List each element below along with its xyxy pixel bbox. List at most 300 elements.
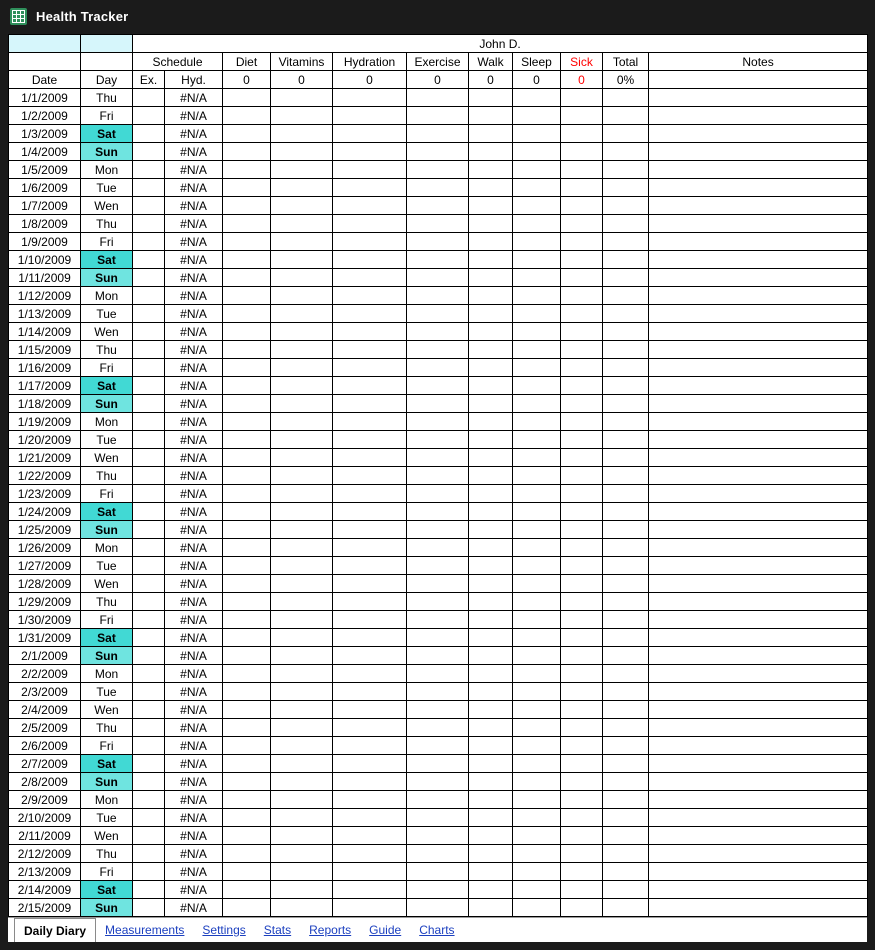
cell-schedule-hyd[interactable]: #N/A: [165, 755, 223, 773]
cell-exercise[interactable]: [407, 287, 469, 305]
cell-day[interactable]: Wen: [81, 323, 133, 341]
cell-day[interactable]: Sat: [81, 629, 133, 647]
cell-diet[interactable]: [223, 341, 271, 359]
cell-notes[interactable]: [649, 395, 868, 413]
cell-hydration[interactable]: [333, 341, 407, 359]
cell-sick[interactable]: [561, 161, 603, 179]
cell-notes[interactable]: [649, 683, 868, 701]
cell-exercise[interactable]: [407, 89, 469, 107]
cell-date[interactable]: 1/18/2009: [9, 395, 81, 413]
cell-vitamins[interactable]: [271, 359, 333, 377]
cell-schedule-hyd[interactable]: #N/A: [165, 269, 223, 287]
cell-date[interactable]: 1/20/2009: [9, 431, 81, 449]
cell-sick[interactable]: [561, 341, 603, 359]
cell-hydration[interactable]: [333, 899, 407, 917]
cell-date[interactable]: 2/14/2009: [9, 881, 81, 899]
cell-vitamins[interactable]: [271, 773, 333, 791]
total-sleep[interactable]: 0: [513, 71, 561, 89]
cell-sleep[interactable]: [513, 449, 561, 467]
cell-diet[interactable]: [223, 377, 271, 395]
cell-date[interactable]: 2/6/2009: [9, 737, 81, 755]
cell-schedule-ex[interactable]: [133, 449, 165, 467]
cell-walk[interactable]: [469, 773, 513, 791]
cell-sick[interactable]: [561, 233, 603, 251]
cell-notes[interactable]: [649, 287, 868, 305]
cell-diet[interactable]: [223, 89, 271, 107]
table-row[interactable]: [9, 251, 868, 269]
cell-walk[interactable]: [469, 593, 513, 611]
cell-diet[interactable]: [223, 305, 271, 323]
cell-walk[interactable]: [469, 197, 513, 215]
cell-schedule-ex[interactable]: [133, 557, 165, 575]
cell-sick[interactable]: [561, 899, 603, 917]
cell-notes[interactable]: [649, 809, 868, 827]
cell-total[interactable]: [603, 233, 649, 251]
cell-day[interactable]: Tue: [81, 557, 133, 575]
table-row[interactable]: [9, 557, 868, 575]
cell-schedule-ex[interactable]: [133, 737, 165, 755]
cell-total[interactable]: [603, 413, 649, 431]
cell-sick[interactable]: [561, 485, 603, 503]
cell-date[interactable]: 2/5/2009: [9, 719, 81, 737]
cell-vitamins[interactable]: [271, 755, 333, 773]
cell-notes[interactable]: [649, 863, 868, 881]
cell-date[interactable]: 2/10/2009: [9, 809, 81, 827]
cell-diet[interactable]: [223, 233, 271, 251]
cell-vitamins[interactable]: [271, 737, 333, 755]
cell-total[interactable]: [603, 305, 649, 323]
header-blank-date[interactable]: [9, 53, 81, 71]
cell-date[interactable]: 2/4/2009: [9, 701, 81, 719]
cell-date[interactable]: 2/11/2009: [9, 827, 81, 845]
cell-walk[interactable]: [469, 449, 513, 467]
cell-diet[interactable]: [223, 323, 271, 341]
cell-walk[interactable]: [469, 395, 513, 413]
cell-sleep[interactable]: [513, 755, 561, 773]
cell-hydration[interactable]: [333, 215, 407, 233]
cell-hydration[interactable]: [333, 251, 407, 269]
cell-diet[interactable]: [223, 359, 271, 377]
cell-diet[interactable]: [223, 539, 271, 557]
cell-date[interactable]: 1/12/2009: [9, 287, 81, 305]
cell-schedule-hyd[interactable]: #N/A: [165, 809, 223, 827]
cell-vitamins[interactable]: [271, 197, 333, 215]
table-row[interactable]: [9, 89, 868, 107]
cell-total[interactable]: [603, 503, 649, 521]
cell-total[interactable]: [603, 629, 649, 647]
cell-sick[interactable]: [561, 557, 603, 575]
cell-date[interactable]: 1/28/2009: [9, 575, 81, 593]
cell-day[interactable]: Fri: [81, 485, 133, 503]
cell-walk[interactable]: [469, 755, 513, 773]
cell-total[interactable]: [603, 89, 649, 107]
cell-schedule-hyd[interactable]: #N/A: [165, 539, 223, 557]
header-diet[interactable]: Diet: [223, 53, 271, 71]
cell-exercise[interactable]: [407, 323, 469, 341]
cell-hydration[interactable]: [333, 737, 407, 755]
cell-sleep[interactable]: [513, 845, 561, 863]
cell-schedule-ex[interactable]: [133, 197, 165, 215]
table-row[interactable]: [9, 593, 868, 611]
cell-date[interactable]: 2/7/2009: [9, 755, 81, 773]
cell-notes[interactable]: [649, 251, 868, 269]
cell-schedule-ex[interactable]: [133, 359, 165, 377]
cell-schedule-hyd[interactable]: #N/A: [165, 665, 223, 683]
cell-day[interactable]: Fri: [81, 863, 133, 881]
table-row[interactable]: [9, 467, 868, 485]
header-walk[interactable]: Walk: [469, 53, 513, 71]
cell-day[interactable]: Tue: [81, 809, 133, 827]
cell-hydration[interactable]: [333, 557, 407, 575]
subheader-date[interactable]: Date: [9, 71, 81, 89]
cell-hydration[interactable]: [333, 575, 407, 593]
cell-vitamins[interactable]: [271, 881, 333, 899]
cell-diet[interactable]: [223, 467, 271, 485]
cell-hydration[interactable]: [333, 125, 407, 143]
cell-vitamins[interactable]: [271, 467, 333, 485]
cell-schedule-hyd[interactable]: #N/A: [165, 881, 223, 899]
cell-date[interactable]: 1/4/2009: [9, 143, 81, 161]
health-tracker-grid[interactable]: [8, 34, 868, 917]
cell-day[interactable]: Thu: [81, 215, 133, 233]
cell-exercise[interactable]: [407, 269, 469, 287]
cell-walk[interactable]: [469, 467, 513, 485]
cell-vitamins[interactable]: [271, 611, 333, 629]
cell-walk[interactable]: [469, 575, 513, 593]
cell-date[interactable]: 1/24/2009: [9, 503, 81, 521]
cell-schedule-ex[interactable]: [133, 215, 165, 233]
cell-hydration[interactable]: [333, 107, 407, 125]
cell-exercise[interactable]: [407, 305, 469, 323]
cell-walk[interactable]: [469, 161, 513, 179]
cell-vitamins[interactable]: [271, 863, 333, 881]
cell-walk[interactable]: [469, 503, 513, 521]
cell-day[interactable]: Mon: [81, 413, 133, 431]
cell-total[interactable]: [603, 323, 649, 341]
blank-cell[interactable]: [9, 35, 81, 53]
cell-notes[interactable]: [649, 611, 868, 629]
cell-date[interactable]: 1/27/2009: [9, 557, 81, 575]
cell-hydration[interactable]: [333, 197, 407, 215]
cell-day[interactable]: Fri: [81, 359, 133, 377]
cell-diet[interactable]: [223, 215, 271, 233]
cell-notes[interactable]: [649, 341, 868, 359]
cell-diet[interactable]: [223, 269, 271, 287]
cell-vitamins[interactable]: [271, 413, 333, 431]
cell-walk[interactable]: [469, 125, 513, 143]
cell-sick[interactable]: [561, 719, 603, 737]
cell-total[interactable]: [603, 737, 649, 755]
cell-day[interactable]: Sat: [81, 755, 133, 773]
subheader-hyd[interactable]: Hyd.: [165, 71, 223, 89]
cell-schedule-ex[interactable]: [133, 863, 165, 881]
cell-diet[interactable]: [223, 431, 271, 449]
tab-settings[interactable]: Settings: [193, 918, 254, 942]
table-row[interactable]: [9, 413, 868, 431]
cell-vitamins[interactable]: [271, 215, 333, 233]
cell-vitamins[interactable]: [271, 647, 333, 665]
cell-hydration[interactable]: [333, 791, 407, 809]
cell-sleep[interactable]: [513, 737, 561, 755]
cell-vitamins[interactable]: [271, 287, 333, 305]
cell-sleep[interactable]: [513, 665, 561, 683]
cell-diet[interactable]: [223, 611, 271, 629]
cell-schedule-hyd[interactable]: #N/A: [165, 305, 223, 323]
cell-schedule-hyd[interactable]: #N/A: [165, 845, 223, 863]
cell-total[interactable]: [603, 539, 649, 557]
cell-total[interactable]: [603, 809, 649, 827]
cell-schedule-hyd[interactable]: #N/A: [165, 521, 223, 539]
cell-walk[interactable]: [469, 647, 513, 665]
cell-sick[interactable]: [561, 539, 603, 557]
cell-sleep[interactable]: [513, 233, 561, 251]
cell-exercise[interactable]: [407, 773, 469, 791]
cell-diet[interactable]: [223, 791, 271, 809]
subheader-ex[interactable]: Ex.: [133, 71, 165, 89]
cell-schedule-hyd[interactable]: #N/A: [165, 413, 223, 431]
cell-total[interactable]: [603, 125, 649, 143]
cell-date[interactable]: 1/16/2009: [9, 359, 81, 377]
table-row[interactable]: [9, 845, 868, 863]
cell-sleep[interactable]: [513, 341, 561, 359]
cell-notes[interactable]: [649, 665, 868, 683]
cell-date[interactable]: 1/26/2009: [9, 539, 81, 557]
cell-day[interactable]: Mon: [81, 539, 133, 557]
cell-sleep[interactable]: [513, 629, 561, 647]
table-row[interactable]: [9, 233, 868, 251]
cell-exercise[interactable]: [407, 719, 469, 737]
cell-sleep[interactable]: [513, 431, 561, 449]
cell-schedule-hyd[interactable]: #N/A: [165, 647, 223, 665]
table-row[interactable]: [9, 341, 868, 359]
cell-walk[interactable]: [469, 251, 513, 269]
cell-schedule-ex[interactable]: [133, 521, 165, 539]
cell-walk[interactable]: [469, 179, 513, 197]
cell-date[interactable]: 2/2/2009: [9, 665, 81, 683]
cell-vitamins[interactable]: [271, 431, 333, 449]
cell-hydration[interactable]: [333, 449, 407, 467]
cell-sick[interactable]: [561, 521, 603, 539]
cell-exercise[interactable]: [407, 503, 469, 521]
cell-schedule-hyd[interactable]: #N/A: [165, 773, 223, 791]
cell-sleep[interactable]: [513, 143, 561, 161]
tab-guide[interactable]: Guide: [360, 918, 410, 942]
cell-walk[interactable]: [469, 629, 513, 647]
cell-schedule-hyd[interactable]: #N/A: [165, 485, 223, 503]
cell-schedule-ex[interactable]: [133, 575, 165, 593]
cell-vitamins[interactable]: [271, 593, 333, 611]
cell-hydration[interactable]: [333, 413, 407, 431]
cell-day[interactable]: Mon: [81, 287, 133, 305]
table-row[interactable]: [9, 809, 868, 827]
cell-schedule-hyd[interactable]: #N/A: [165, 737, 223, 755]
cell-day[interactable]: Fri: [81, 737, 133, 755]
cell-notes[interactable]: [649, 503, 868, 521]
cell-day[interactable]: Sat: [81, 377, 133, 395]
cell-diet[interactable]: [223, 737, 271, 755]
cell-diet[interactable]: [223, 647, 271, 665]
cell-hydration[interactable]: [333, 395, 407, 413]
cell-diet[interactable]: [223, 845, 271, 863]
table-row[interactable]: [9, 647, 868, 665]
cell-exercise[interactable]: [407, 791, 469, 809]
table-row[interactable]: [9, 611, 868, 629]
cell-sleep[interactable]: [513, 377, 561, 395]
cell-vitamins[interactable]: [271, 521, 333, 539]
cell-exercise[interactable]: [407, 881, 469, 899]
cell-day[interactable]: Thu: [81, 341, 133, 359]
cell-hydration[interactable]: [333, 233, 407, 251]
cell-schedule-ex[interactable]: [133, 107, 165, 125]
cell-vitamins[interactable]: [271, 503, 333, 521]
cell-diet[interactable]: [223, 125, 271, 143]
table-row[interactable]: [9, 125, 868, 143]
cell-schedule-ex[interactable]: [133, 467, 165, 485]
cell-sleep[interactable]: [513, 359, 561, 377]
cell-notes[interactable]: [649, 773, 868, 791]
cell-sick[interactable]: [561, 143, 603, 161]
cell-sleep[interactable]: [513, 107, 561, 125]
cell-date[interactable]: 1/31/2009: [9, 629, 81, 647]
cell-vitamins[interactable]: [271, 629, 333, 647]
cell-diet[interactable]: [223, 881, 271, 899]
cell-schedule-ex[interactable]: [133, 593, 165, 611]
cell-schedule-ex[interactable]: [133, 89, 165, 107]
cell-sleep[interactable]: [513, 791, 561, 809]
cell-schedule-ex[interactable]: [133, 899, 165, 917]
cell-day[interactable]: Wen: [81, 197, 133, 215]
cell-walk[interactable]: [469, 611, 513, 629]
cell-diet[interactable]: [223, 593, 271, 611]
cell-total[interactable]: [603, 665, 649, 683]
table-row[interactable]: [9, 377, 868, 395]
cell-date[interactable]: 1/13/2009: [9, 305, 81, 323]
cell-sleep[interactable]: [513, 809, 561, 827]
cell-schedule-hyd[interactable]: #N/A: [165, 161, 223, 179]
cell-day[interactable]: Sat: [81, 503, 133, 521]
cell-date[interactable]: 1/17/2009: [9, 377, 81, 395]
cell-total[interactable]: [603, 647, 649, 665]
cell-exercise[interactable]: [407, 737, 469, 755]
cell-schedule-ex[interactable]: [133, 179, 165, 197]
cell-vitamins[interactable]: [271, 827, 333, 845]
cell-schedule-hyd[interactable]: #N/A: [165, 431, 223, 449]
cell-schedule-ex[interactable]: [133, 161, 165, 179]
cell-diet[interactable]: [223, 287, 271, 305]
cell-total[interactable]: [603, 845, 649, 863]
cell-diet[interactable]: [223, 503, 271, 521]
cell-hydration[interactable]: [333, 647, 407, 665]
cell-sleep[interactable]: [513, 287, 561, 305]
cell-day[interactable]: Sat: [81, 125, 133, 143]
cell-hydration[interactable]: [333, 179, 407, 197]
cell-hydration[interactable]: [333, 485, 407, 503]
cell-day[interactable]: Tue: [81, 683, 133, 701]
cell-notes[interactable]: [649, 899, 868, 917]
cell-schedule-ex[interactable]: [133, 683, 165, 701]
cell-sick[interactable]: [561, 611, 603, 629]
cell-notes[interactable]: [649, 359, 868, 377]
cell-vitamins[interactable]: [271, 341, 333, 359]
cell-hydration[interactable]: [333, 503, 407, 521]
cell-schedule-hyd[interactable]: #N/A: [165, 197, 223, 215]
subheader-day[interactable]: Day: [81, 71, 133, 89]
table-row[interactable]: [9, 539, 868, 557]
cell-day[interactable]: Wen: [81, 827, 133, 845]
cell-exercise[interactable]: [407, 107, 469, 125]
cell-notes[interactable]: [649, 143, 868, 161]
cell-date[interactable]: 1/11/2009: [9, 269, 81, 287]
cell-exercise[interactable]: [407, 845, 469, 863]
cell-exercise[interactable]: [407, 755, 469, 773]
cell-sleep[interactable]: [513, 269, 561, 287]
cell-hydration[interactable]: [333, 521, 407, 539]
cell-day[interactable]: Sun: [81, 773, 133, 791]
cell-exercise[interactable]: [407, 899, 469, 917]
cell-sick[interactable]: [561, 773, 603, 791]
cell-day[interactable]: Tue: [81, 305, 133, 323]
cell-schedule-hyd[interactable]: #N/A: [165, 125, 223, 143]
cell-date[interactable]: 1/9/2009: [9, 233, 81, 251]
total-walk[interactable]: 0: [469, 71, 513, 89]
cell-date[interactable]: 2/12/2009: [9, 845, 81, 863]
cell-sleep[interactable]: [513, 125, 561, 143]
cell-day[interactable]: Fri: [81, 107, 133, 125]
cell-total[interactable]: [603, 557, 649, 575]
cell-vitamins[interactable]: [271, 143, 333, 161]
cell-exercise[interactable]: [407, 215, 469, 233]
cell-total[interactable]: [603, 701, 649, 719]
cell-sleep[interactable]: [513, 647, 561, 665]
cell-sleep[interactable]: [513, 557, 561, 575]
cell-sleep[interactable]: [513, 179, 561, 197]
cell-walk[interactable]: [469, 719, 513, 737]
table-row[interactable]: [9, 431, 868, 449]
cell-schedule-ex[interactable]: [133, 719, 165, 737]
cell-walk[interactable]: [469, 305, 513, 323]
cell-day[interactable]: Fri: [81, 611, 133, 629]
cell-diet[interactable]: [223, 665, 271, 683]
cell-hydration[interactable]: [333, 773, 407, 791]
cell-schedule-hyd[interactable]: #N/A: [165, 377, 223, 395]
cell-date[interactable]: 1/6/2009: [9, 179, 81, 197]
cell-diet[interactable]: [223, 521, 271, 539]
cell-sleep[interactable]: [513, 305, 561, 323]
cell-sick[interactable]: [561, 125, 603, 143]
cell-vitamins[interactable]: [271, 449, 333, 467]
cell-notes[interactable]: [649, 305, 868, 323]
tab-reports[interactable]: Reports: [300, 918, 360, 942]
cell-exercise[interactable]: [407, 701, 469, 719]
cell-diet[interactable]: [223, 899, 271, 917]
cell-sick[interactable]: [561, 503, 603, 521]
cell-vitamins[interactable]: [271, 701, 333, 719]
cell-exercise[interactable]: [407, 233, 469, 251]
cell-walk[interactable]: [469, 341, 513, 359]
cell-schedule-ex[interactable]: [133, 881, 165, 899]
cell-schedule-ex[interactable]: [133, 305, 165, 323]
cell-sleep[interactable]: [513, 485, 561, 503]
cell-date[interactable]: 1/1/2009: [9, 89, 81, 107]
tab-charts[interactable]: Charts: [410, 918, 463, 942]
cell-day[interactable]: Sun: [81, 899, 133, 917]
cell-sleep[interactable]: [513, 611, 561, 629]
cell-total[interactable]: [603, 359, 649, 377]
cell-schedule-ex[interactable]: [133, 233, 165, 251]
cell-vitamins[interactable]: [271, 557, 333, 575]
cell-date[interactable]: 1/21/2009: [9, 449, 81, 467]
cell-schedule-hyd[interactable]: #N/A: [165, 89, 223, 107]
